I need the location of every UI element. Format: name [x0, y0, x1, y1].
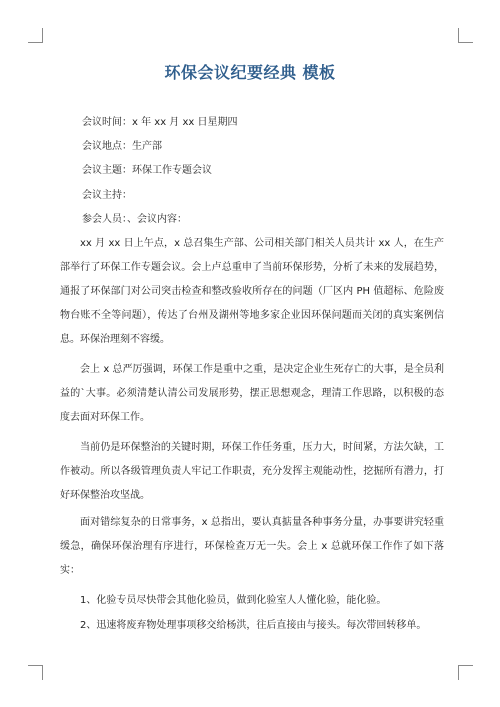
list-item-2: 2、迅速将废弃物处理事项移交给杨洪，往后直接由与接头。每次带回转移单。: [80, 620, 427, 631]
meeting-location: 会议地点：生产部: [82, 141, 162, 152]
list-item-1: 1、化验专员尽快带会其他化验员，做到化验室人人懂化验，能化验。: [80, 595, 387, 606]
meeting-host: 会议主持：: [82, 190, 132, 201]
meeting-topic: 会议主题：环保工作专题会议: [82, 165, 212, 176]
paragraph-priorities: 面对错综复杂的日常事务，x 总指出，要认真掂量各种事务分量，办事要讲究轻重缓急，确保环保治理有序进行，环保检查万无一失。会上 x 总就环保工作作了如下落实：: [60, 517, 444, 576]
document-title: 环保会议纪要经典 模板: [164, 63, 336, 82]
meeting-attendees: 参会人员：、会议内容：: [82, 214, 187, 225]
paragraph-background: xx 月 xx 日上午点，x 总召集生产部、公司相关部门相关人员共计 xx 人，在生产部举行了环保工作专题会议。会上卢总重申了当前环保形势，分析了未来的发展趋势，通报了环保部门对公司突击检查和整改验收所存在的问题（厂区内 PH 值超标、危险废物台账不全等问题），传达了台州及湖州等地多家企业因环保问题而关闭的真实案例信息。环保治理刻不容缓。: [60, 238, 444, 345]
meeting-time: 会议时间：x 年 xx 月 xx 日星期四: [82, 117, 238, 128]
page-corner-mark-top-right: [458, 28, 473, 43]
paragraph-emphasis: 会上 x 总严厉强调，环保工作是重中之重，是决定企业生死存亡的大事，是全员利益的`大事。必须清楚认清公司发展形势，摆正思想观念，理清工作思路，以积极的态度去面对环保工作。: [60, 364, 444, 423]
page-corner-mark-top-left: [28, 28, 43, 43]
page-corner-mark-bottom-right: [458, 665, 473, 680]
paragraph-key-period: 当前仍是环保整治的关键时期，环保工作任务重，压力大，时间紧，方法欠缺，工作被动。所以各级管理负责人牢记工作职责，充分发挥主观能动性，挖掘所有潜力，打好环保整治攻坚战。: [60, 442, 444, 501]
page-corner-mark-bottom-left: [28, 665, 43, 680]
